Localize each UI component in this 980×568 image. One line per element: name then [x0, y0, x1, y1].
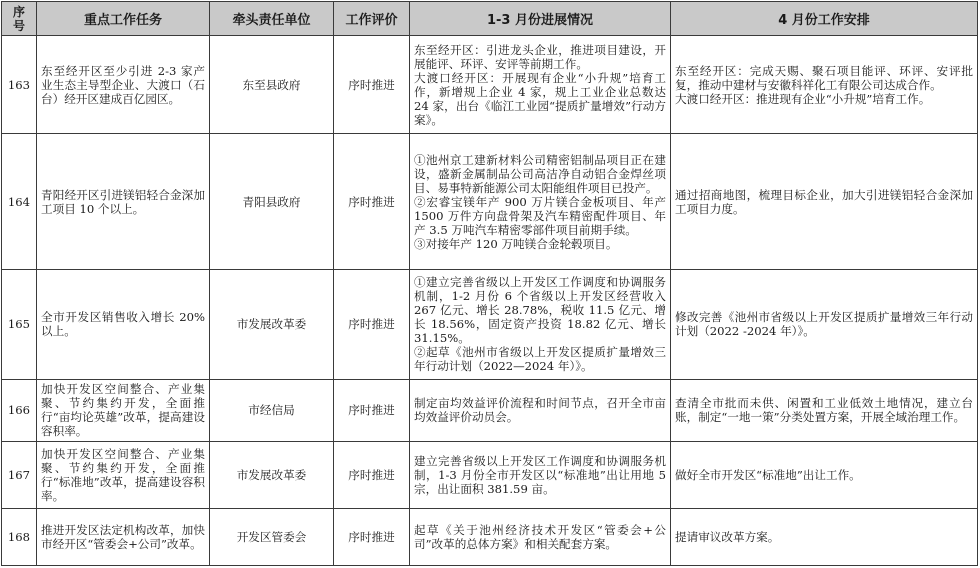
plan-cell — [671, 36, 978, 134]
responsible-unit-cell: 青阳县政府 — [210, 134, 334, 270]
table-row — [2, 379, 978, 442]
task-cell: 东至经开区至少引进 2-3 家产业生态主导型企业、大渡口（石台）经开区建成百亿园区。 — [37, 36, 210, 134]
responsible-unit-cell: 开发区管委会 — [210, 509, 334, 566]
progress-paragraph: 东至经开区：引进龙头企业，推进项目建设，开展能评、环评、安评等前期工作。 — [414, 42, 666, 71]
header-progress: 1-3 月份进展情况 — [410, 2, 671, 36]
responsible-unit-cell: 市经信局 — [210, 379, 334, 442]
plan-cell — [671, 270, 978, 379]
evaluation-cell: 序时推进 — [334, 134, 410, 270]
row-number-cell: 164 — [2, 134, 37, 270]
progress-paragraph: ③对接年产 120 万吨镁合金轮毂项目。 — [414, 236, 618, 251]
plan-paragraph: 做好全市开发区“标准地”出让工作。 — [675, 468, 861, 483]
table-row — [2, 509, 978, 566]
row-number-cell: 167 — [2, 442, 37, 509]
plan-paragraph: 提请审议改革方案。 — [675, 530, 780, 545]
plan-paragraph: 大渡口经开区：推进现有企业“小升规”培育工作。 — [675, 91, 931, 106]
task-cell: 加快开发区空间整合、产业集聚、节约集约开发，全面推行“标准地”改革，提高建设容积率。 — [37, 442, 210, 509]
task-cell: 推进开发区法定机构改革，加快市经开区“管委会+公司”改革。 — [37, 509, 210, 566]
plan-cell — [671, 379, 978, 442]
plan-paragraph: 通过招商地图，梳理目标企业，加大引进镁铝轻合金深加工项目力度。 — [675, 187, 973, 216]
header-unit: 牵头责任单位 — [210, 2, 334, 36]
plan-cell — [671, 134, 978, 270]
progress-cell — [410, 379, 671, 442]
table-row — [2, 134, 978, 270]
table-row — [2, 36, 978, 134]
responsible-unit-cell: 市发展改革委 — [210, 270, 334, 379]
progress-paragraph: ①池州京工建新材料公司精密铝制品项目正在建设，盛新金属制品公司高洁净自动铝合金焊丝项目、易事特新能源公司太阳能组件项目已投产。 — [414, 152, 666, 195]
plan-cell — [671, 442, 978, 509]
work-progress-table-container — [1, 1, 977, 566]
progress-cell — [410, 270, 671, 379]
table-row — [2, 442, 978, 509]
header-task: 重点工作任务 — [37, 2, 210, 36]
table-header-row — [2, 2, 978, 36]
responsible-unit-cell: 东至县政府 — [210, 36, 334, 134]
row-number-cell: 168 — [2, 509, 37, 566]
task-cell: 加快开发区空间整合、产业集聚、节约集约开发，全面推行“亩均论英雄”改革，提高建设容积率。 — [37, 379, 210, 442]
row-number-cell: 163 — [2, 36, 37, 134]
progress-paragraph: 大渡口经开区：开展现有企业“小升规”培育工作，新增规上企业 4 家，规上工业企业总数达 24 家，出台《临江工业园“提质扩量增效”行动方案》。 — [414, 70, 666, 127]
plan-paragraph: 东至经开区：完成天赐、聚石项目能评、环评、安评批复，推动中建材与安徽科祥化工有限公司达成合作。 — [675, 63, 973, 92]
progress-cell — [410, 442, 671, 509]
progress-cell — [410, 134, 671, 270]
plan-paragraph: 查清全市批而未供、闲置和工业低效土地情况，建立台账，制定“一地一策”分类处置方案，开展全域治理工作。 — [675, 396, 973, 425]
task-cell: 青阳经开区引进镁铝轻合金深加工项目 10 个以上。 — [37, 134, 210, 270]
progress-paragraph: 起草《关于池州经济技术开发区“管委会+公司”改革的总体方案》和相关配套方案。 — [414, 523, 666, 552]
responsible-unit-cell: 市发展改革委 — [210, 442, 334, 509]
progress-paragraph: 制定亩均效益评价流程和时间节点，召开全市亩均效益评价动员会。 — [414, 396, 666, 425]
plan-cell — [671, 509, 978, 566]
header-seq-char-2: 号 — [12, 18, 25, 33]
evaluation-cell: 序时推进 — [334, 36, 410, 134]
plan-paragraph: 修改完善《池州市省级以上开发区提质扩量增效三年行动计划（2022 -2024 年）》。 — [675, 310, 973, 339]
task-cell: 全市开发区销售收入增长 20%以上。 — [37, 270, 210, 379]
work-progress-table — [1, 1, 978, 566]
evaluation-cell: 序时推进 — [334, 442, 410, 509]
progress-cell — [410, 36, 671, 134]
evaluation-cell: 序时推进 — [334, 270, 410, 379]
header-seq-char-1: 序 — [12, 4, 25, 19]
header-eval: 工作评价 — [334, 2, 410, 36]
progress-cell — [410, 509, 671, 566]
row-number-cell: 166 — [2, 379, 37, 442]
row-number-cell: 165 — [2, 270, 37, 379]
evaluation-cell: 序时推进 — [334, 379, 410, 442]
evaluation-cell: 序时推进 — [334, 509, 410, 566]
table-row — [2, 270, 978, 379]
header-seq — [2, 2, 37, 36]
progress-paragraph: ①建立完善省级以上开发区工作调度和协调服务机制，1-2 月份 6 个省级以上开发区经营收入 267 亿元、增长 28.78%，税收 11.5 亿元、增长 18.56%，固定资产投资 18.82 亿元、增长 31.15%。 — [414, 275, 666, 346]
header-plan: 4 月份工作安排 — [671, 2, 978, 36]
progress-paragraph: ②起草《池州市省级以上开发区提质扩量增效三年行动计划（2022—2024 年）》。 — [414, 345, 666, 374]
progress-paragraph: ②宏睿宝镁年产 900 万片镁合金板项目、年产 1500 万件方向盘骨架及汽车精密配件项目、年产 3.5 万吨汽车精密零部件项目前期手续。 — [414, 194, 666, 237]
progress-paragraph: 建立完善省级以上开发区工作调度和协调服务机制，1-3 月份全市开发区以“标准地”出让用地 5 宗，出让面积 381.59 亩。 — [414, 454, 666, 497]
